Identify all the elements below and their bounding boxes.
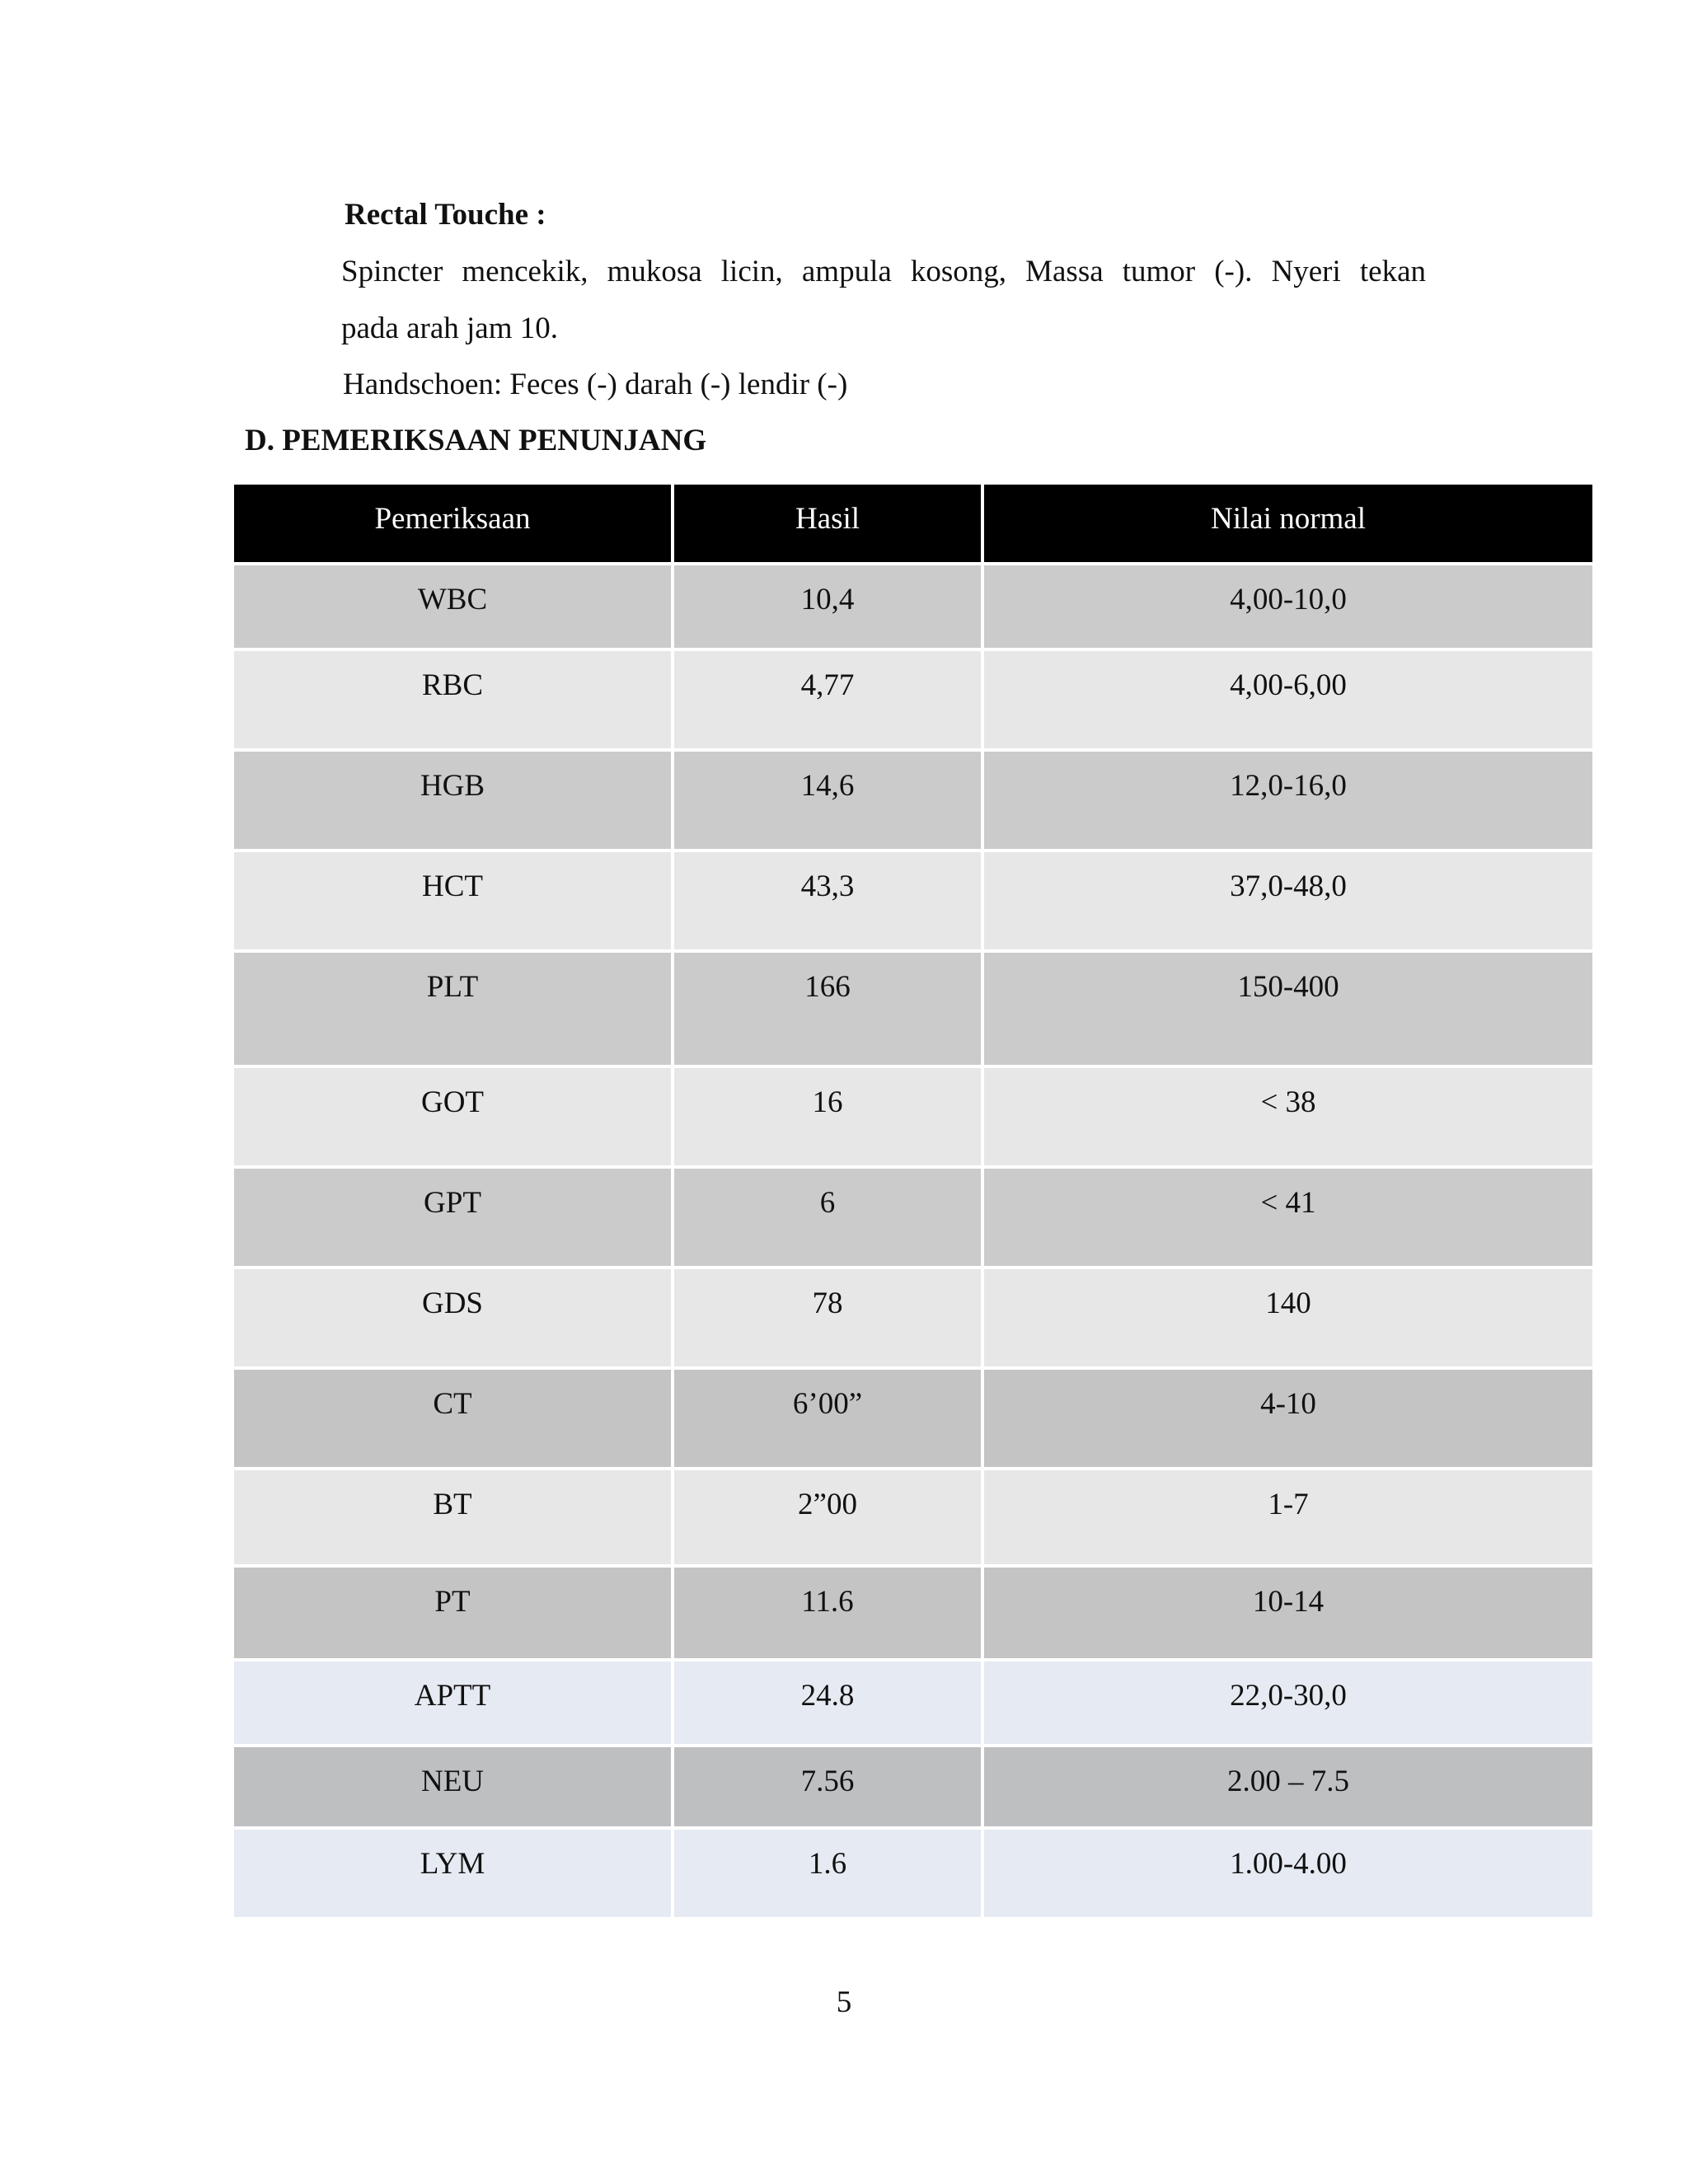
rectal-touche-findings: Spincter mencekik, mukosa licin, ampula kosong, Massa tumor (-). Nyeri tekan	[341, 255, 1426, 288]
cell-hasil: 43,3	[674, 852, 981, 949]
page-number: 5	[836, 1985, 852, 2019]
cell-nilai-normal: 37,0-48,0	[984, 852, 1592, 949]
header-hasil: Hasil	[674, 485, 981, 562]
table-row	[234, 953, 1592, 1065]
table-row	[234, 651, 1592, 748]
cell-pemeriksaan: GPT	[234, 1169, 671, 1266]
table-row	[234, 1568, 1592, 1658]
table-row	[234, 1269, 1592, 1366]
cell-pemeriksaan: HGB	[234, 752, 671, 849]
section-heading: D. PEMERIKSAAN PENUNJANG	[245, 424, 707, 457]
cell-nilai-normal: 12,0-16,0	[984, 752, 1592, 849]
cell-pemeriksaan: HCT	[234, 852, 671, 949]
table-row	[234, 1068, 1592, 1165]
rectal-touche-findings-cont: pada arah jam 10.	[341, 312, 558, 345]
table-row	[234, 1661, 1592, 1744]
lab-results-table	[231, 481, 1596, 1920]
cell-hasil: 4,77	[674, 651, 981, 748]
cell-nilai-normal: 10-14	[984, 1568, 1592, 1658]
cell-pemeriksaan: WBC	[234, 565, 671, 648]
cell-hasil: 10,4	[674, 565, 981, 648]
cell-pemeriksaan: NEU	[234, 1747, 671, 1826]
header-nilai-normal: Nilai normal	[984, 485, 1592, 562]
cell-pemeriksaan: GDS	[234, 1269, 671, 1366]
cell-hasil: 6’00”	[674, 1370, 981, 1467]
cell-pemeriksaan: LYM	[234, 1830, 671, 1917]
cell-hasil: 11.6	[674, 1568, 981, 1658]
cell-hasil: 24.8	[674, 1661, 981, 1744]
cell-pemeriksaan: APTT	[234, 1661, 671, 1744]
cell-pemeriksaan: BT	[234, 1470, 671, 1564]
handschoen-findings: Handschoen: Feces (-) darah (-) lendir (-)	[343, 368, 848, 401]
table-row	[234, 1370, 1592, 1467]
table-row	[234, 852, 1592, 949]
cell-hasil: 16	[674, 1068, 981, 1165]
cell-nilai-normal: 4,00-10,0	[984, 565, 1592, 648]
cell-nilai-normal: 1-7	[984, 1470, 1592, 1564]
cell-nilai-normal: 4-10	[984, 1370, 1592, 1467]
cell-nilai-normal: 150-400	[984, 953, 1592, 1065]
cell-nilai-normal: < 41	[984, 1169, 1592, 1266]
cell-hasil: 6	[674, 1169, 981, 1266]
cell-nilai-normal: 2.00 – 7.5	[984, 1747, 1592, 1826]
cell-hasil: 14,6	[674, 752, 981, 849]
table-row	[234, 752, 1592, 849]
rectal-touche-heading: Rectal Touche :	[345, 198, 546, 232]
table-row	[234, 1830, 1592, 1917]
cell-nilai-normal: 4,00-6,00	[984, 651, 1592, 748]
cell-hasil: 1.6	[674, 1830, 981, 1917]
cell-nilai-normal: < 38	[984, 1068, 1592, 1165]
cell-pemeriksaan: RBC	[234, 651, 671, 748]
table-row	[234, 565, 1592, 648]
cell-nilai-normal: 22,0-30,0	[984, 1661, 1592, 1744]
table-row	[234, 1747, 1592, 1826]
cell-hasil: 78	[674, 1269, 981, 1366]
cell-hasil: 2”00	[674, 1470, 981, 1564]
header-pemeriksaan: Pemeriksaan	[234, 485, 671, 562]
cell-nilai-normal: 140	[984, 1269, 1592, 1366]
cell-hasil: 7.56	[674, 1747, 981, 1826]
cell-pemeriksaan: CT	[234, 1370, 671, 1467]
table-header-row	[234, 485, 1592, 562]
cell-pemeriksaan: PT	[234, 1568, 671, 1658]
cell-hasil: 166	[674, 953, 981, 1065]
table-row	[234, 1470, 1592, 1564]
cell-pemeriksaan: GOT	[234, 1068, 671, 1165]
cell-pemeriksaan: PLT	[234, 953, 671, 1065]
cell-nilai-normal: 1.00-4.00	[984, 1830, 1592, 1917]
table-row	[234, 1169, 1592, 1266]
